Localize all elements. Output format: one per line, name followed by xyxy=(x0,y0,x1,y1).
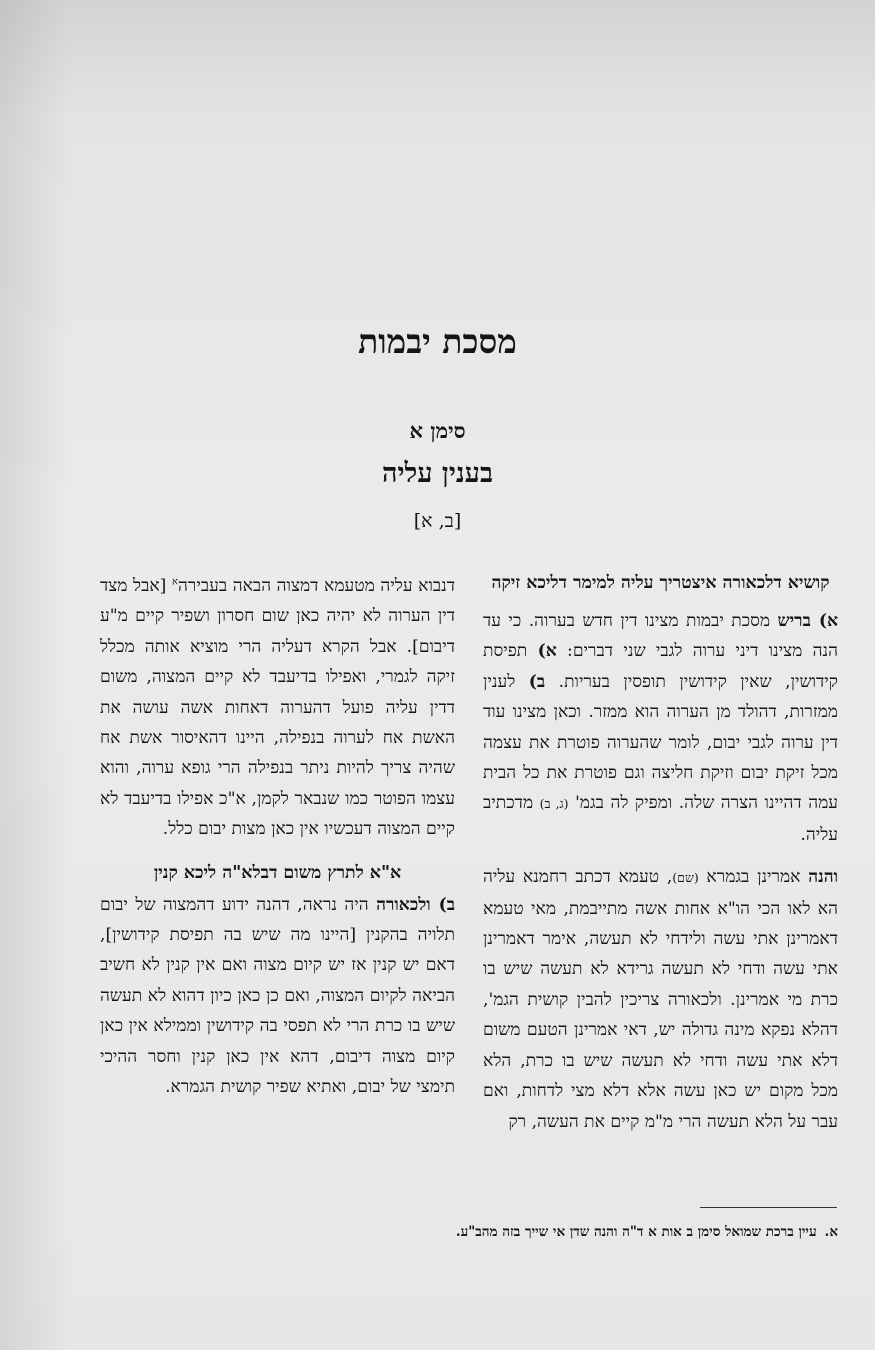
siman-heading: סימן א xyxy=(409,418,466,443)
right-column xyxy=(483,571,838,1137)
page-reference: [ב, א] xyxy=(413,510,462,532)
footnote-text: עיין ברכת שמואל סימן ב אות א ד"ה והנה שדן אי שייך בזה מהב"ע. xyxy=(455,1224,817,1240)
footnote-marker: א xyxy=(171,576,178,588)
paragraph-gap xyxy=(483,850,838,862)
text-run: לענין ממזרות, דהולד מן הערוה הוא ממזר. וכאן מצינו עוד דין ערוה לגבי יבום, לומר שהערוה פוטרת את עצמה מכל זיקת יבום וזיקת חליצה וגם פוטרת את כל הבית עמה דהיינו הצרה שלה. ומפיק לה בגמ' xyxy=(483,671,838,814)
source-citation: (שם) xyxy=(672,870,699,886)
text-run: אמרינן בגמרא xyxy=(698,867,809,888)
text-run: מסכת יבמות מצינו דין חדש בערוה. כי עד הנה מצינו דיני ערוה לגבי שני דברים: xyxy=(483,611,838,662)
right-paragraph-2 xyxy=(483,862,838,1137)
left-paragraph-2 xyxy=(100,890,455,1103)
left-column xyxy=(100,571,455,1103)
gutter-shadow xyxy=(0,0,70,1350)
topic-heading: בענין עליה xyxy=(382,458,493,489)
right-paragraph-1 xyxy=(483,606,838,850)
left-section-heading: א"א לתרץ משום דבלא"ה ליכא קנין xyxy=(153,862,402,883)
paragraph-lead: ב) ולכאורה xyxy=(376,894,455,915)
text-run: מדכתיב עליה. xyxy=(483,793,838,845)
left-paragraph-1 xyxy=(100,571,455,845)
list-marker: א) xyxy=(537,641,557,662)
text-run: היה נראה, דהנה ידוע דהמצוה של יבום תלויה בהקנין [היינו מה שיש בה תפיסת קידושין], דאם יש קנין אז יש קיום מצוה ואם אין קנין לא חשיב הביאה לקיום המצוה, ואם כן כאן כיון דהוא לא תעשה שיש בו כרת הרי לא תפסי בה קידושין וממילא אין כאן קיום מצוה דיבום, דהא אין כאן קנין וחסר ההיכי תימצי של יבום, ואתיא שפיר קושית הגמרא. xyxy=(100,894,455,1098)
footnote-label: א. xyxy=(824,1224,838,1240)
paragraph-lead: א) בריש xyxy=(777,611,838,631)
list-marker: ב) xyxy=(528,671,546,692)
text-run: [אבל מצד דין הערוה לא יהיה כאן שום חסרון ושפיר קיים מ"ע דיבום]. אבל הקרא דעליה הרי מוציא אותה מכלל זיקה לגמרי, ואפילו בדיעבד לא קיים המצוה, משום דדין עליה פועל דהערוה דאחות אשה עושה את האשת אח לערוה בנפילה, היינו דהאיסור אשת אח שהיה צריך להיות ניתר בנפילה הרי גופא ערוה, והוא עצמו הפוטר כמו שנבאר לקמן, א"כ אפילו בדיעבד לא קיים המצוה דעכשיו אין כאן מצות יבום כלל. xyxy=(100,576,455,840)
footnote xyxy=(200,1224,838,1240)
text-run: , טעמא דכתב רחמנא עליה הא לאו הכי הו"א אחות אשה מתייבמת, מאי טעמא דאמרינן אתי עשה ולידחי לא תעשה, אימר דאמרינן אתי עשה ודחי לא תעשה גרידא לא תעשה שיש בו כרת מי אמרינן. ולכאורה צריכין להבין קושית הגמ', דהלא נפקא מינה גדולה יש, דאי אמרינן הטעם משום דלא אתי עשה ודחי לא תעשה שיש בו כרת, הלא מכל מקום יש כאן עשה אלא דלא מצי לדחות, ואם עבר על הלא תעשה הרי מ"מ קיים את העשה, רק xyxy=(483,867,838,1132)
right-section-heading: קושיא דלכאורה איצטריך עליה למימר דליכא זיקה xyxy=(491,573,830,593)
text-run: דנבוא עליה מטעמא דמצוה הבאה בעבירה xyxy=(178,576,455,596)
footnote-divider xyxy=(700,1207,837,1208)
source-citation: (ג, ב) xyxy=(539,796,569,812)
tractate-title: מסכת יבמות xyxy=(358,322,517,361)
paragraph-lead: והנה xyxy=(808,867,838,888)
text-run: תפיסת קידושין, שאין קידושין תופסין בעריות. xyxy=(483,641,838,692)
